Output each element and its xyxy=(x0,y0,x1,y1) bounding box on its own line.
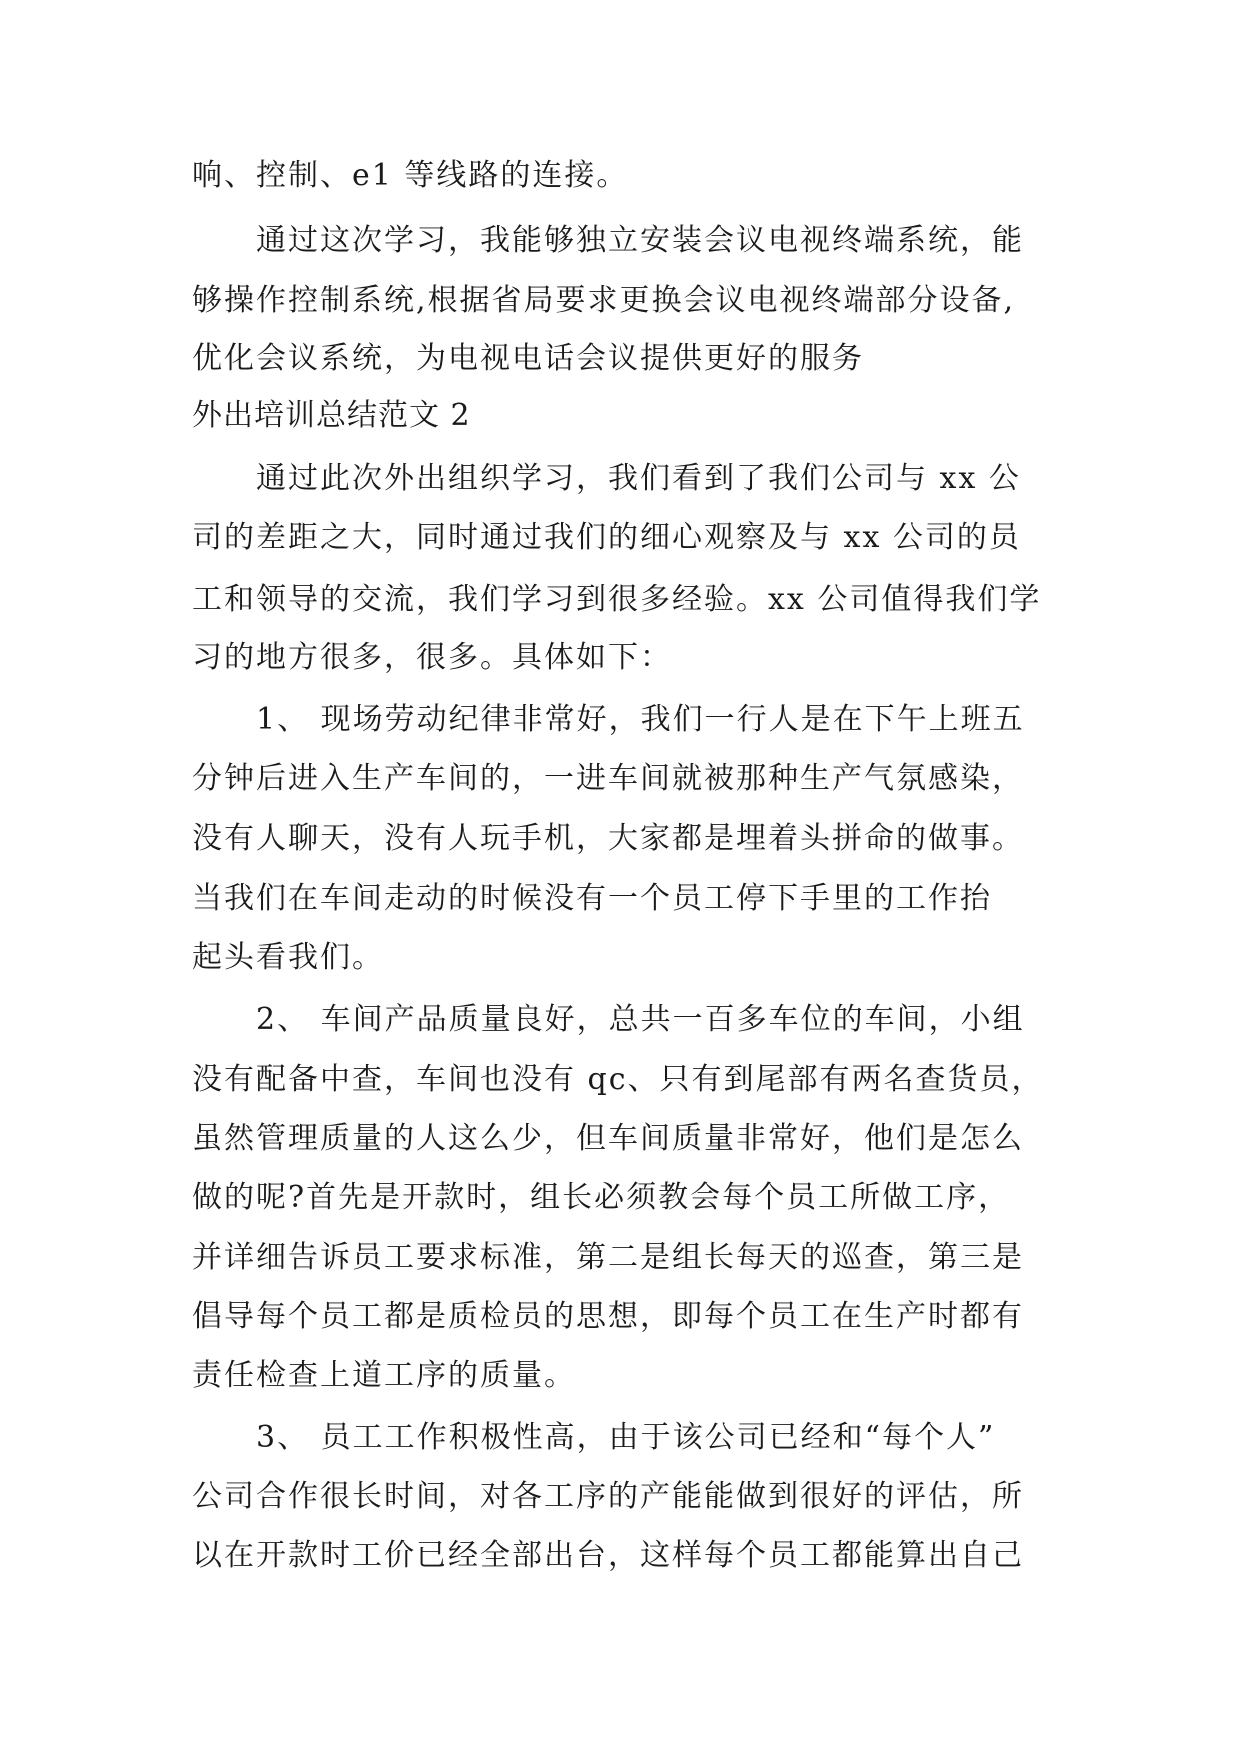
text-line: 责任检查上道工序的质量。 xyxy=(192,1358,576,1393)
text-line: 够操作控制系统,根据省局要求更换会议电视终端部分设备, xyxy=(192,283,1016,318)
text-line: 起头看我们。 xyxy=(192,940,384,975)
paragraph-start: 通过此次外出组织学习，我们看到了我们公司与 xx 公 xyxy=(256,461,1021,496)
text-line: 没有配备中查，车间也没有 qc、只有到尾部有两名查货员， xyxy=(192,1062,1044,1097)
text-line: 分钟后进入生产车间的，一进车间就被那种生产气氛感染， xyxy=(192,761,1024,796)
text-line: 没有人聊天，没有人玩手机，大家都是埋着头拼命的做事。 xyxy=(192,821,1024,856)
text-line: 当我们在车间走动的时候没有一个员工停下手里的工作抬 xyxy=(192,881,992,916)
section-heading: 外出培训总结范文 2 xyxy=(192,398,471,433)
text-line: 以在开款时工价已经全部出台，这样每个员工都能算出自己 xyxy=(192,1538,1024,1573)
list-item-3: 3、 员工工作积极性高，由于该公司已经和“每个人” xyxy=(256,1420,996,1455)
list-item-1: 1、 现场劳动纪律非常好，我们一行人是在下午上班五 xyxy=(256,702,1025,737)
text-line: 工和领导的交流，我们学习到很多经验。xx 公司值得我们学 xyxy=(192,582,1042,617)
text-line: 习的地方很多，很多。具体如下： xyxy=(192,640,672,675)
text-line: 倡导每个员工都是质检员的思想，即每个员工在生产时都有 xyxy=(192,1299,1024,1334)
text-line: 并详细告诉员工要求标准，第二是组长每天的巡查，第三是 xyxy=(192,1240,1024,1275)
paragraph-start: 通过这次学习，我能够独立安装会议电视终端系统，能 xyxy=(256,223,1024,258)
list-item-2: 2、 车间产品质量良好，总共一百多车位的车间，小组 xyxy=(256,1002,1025,1037)
text-line: 做的呢?首先是开款时，组长必须教会每个员工所做工序， xyxy=(192,1180,1011,1215)
text-line: 虽然管理质量的人这么少，但车间质量非常好，他们是怎么 xyxy=(192,1121,1024,1156)
text-line: 公司合作很长时间，对各工序的产能能做到很好的评估，所 xyxy=(192,1479,1024,1514)
text-line: 优化会议系统，为电视电话会议提供更好的服务 xyxy=(192,341,864,376)
text-line: 司的差距之大，同时通过我们的细心观察及与 xx 公司的员 xyxy=(192,520,1021,555)
text-line: 响、控制、e1 等线路的连接。 xyxy=(192,158,629,193)
